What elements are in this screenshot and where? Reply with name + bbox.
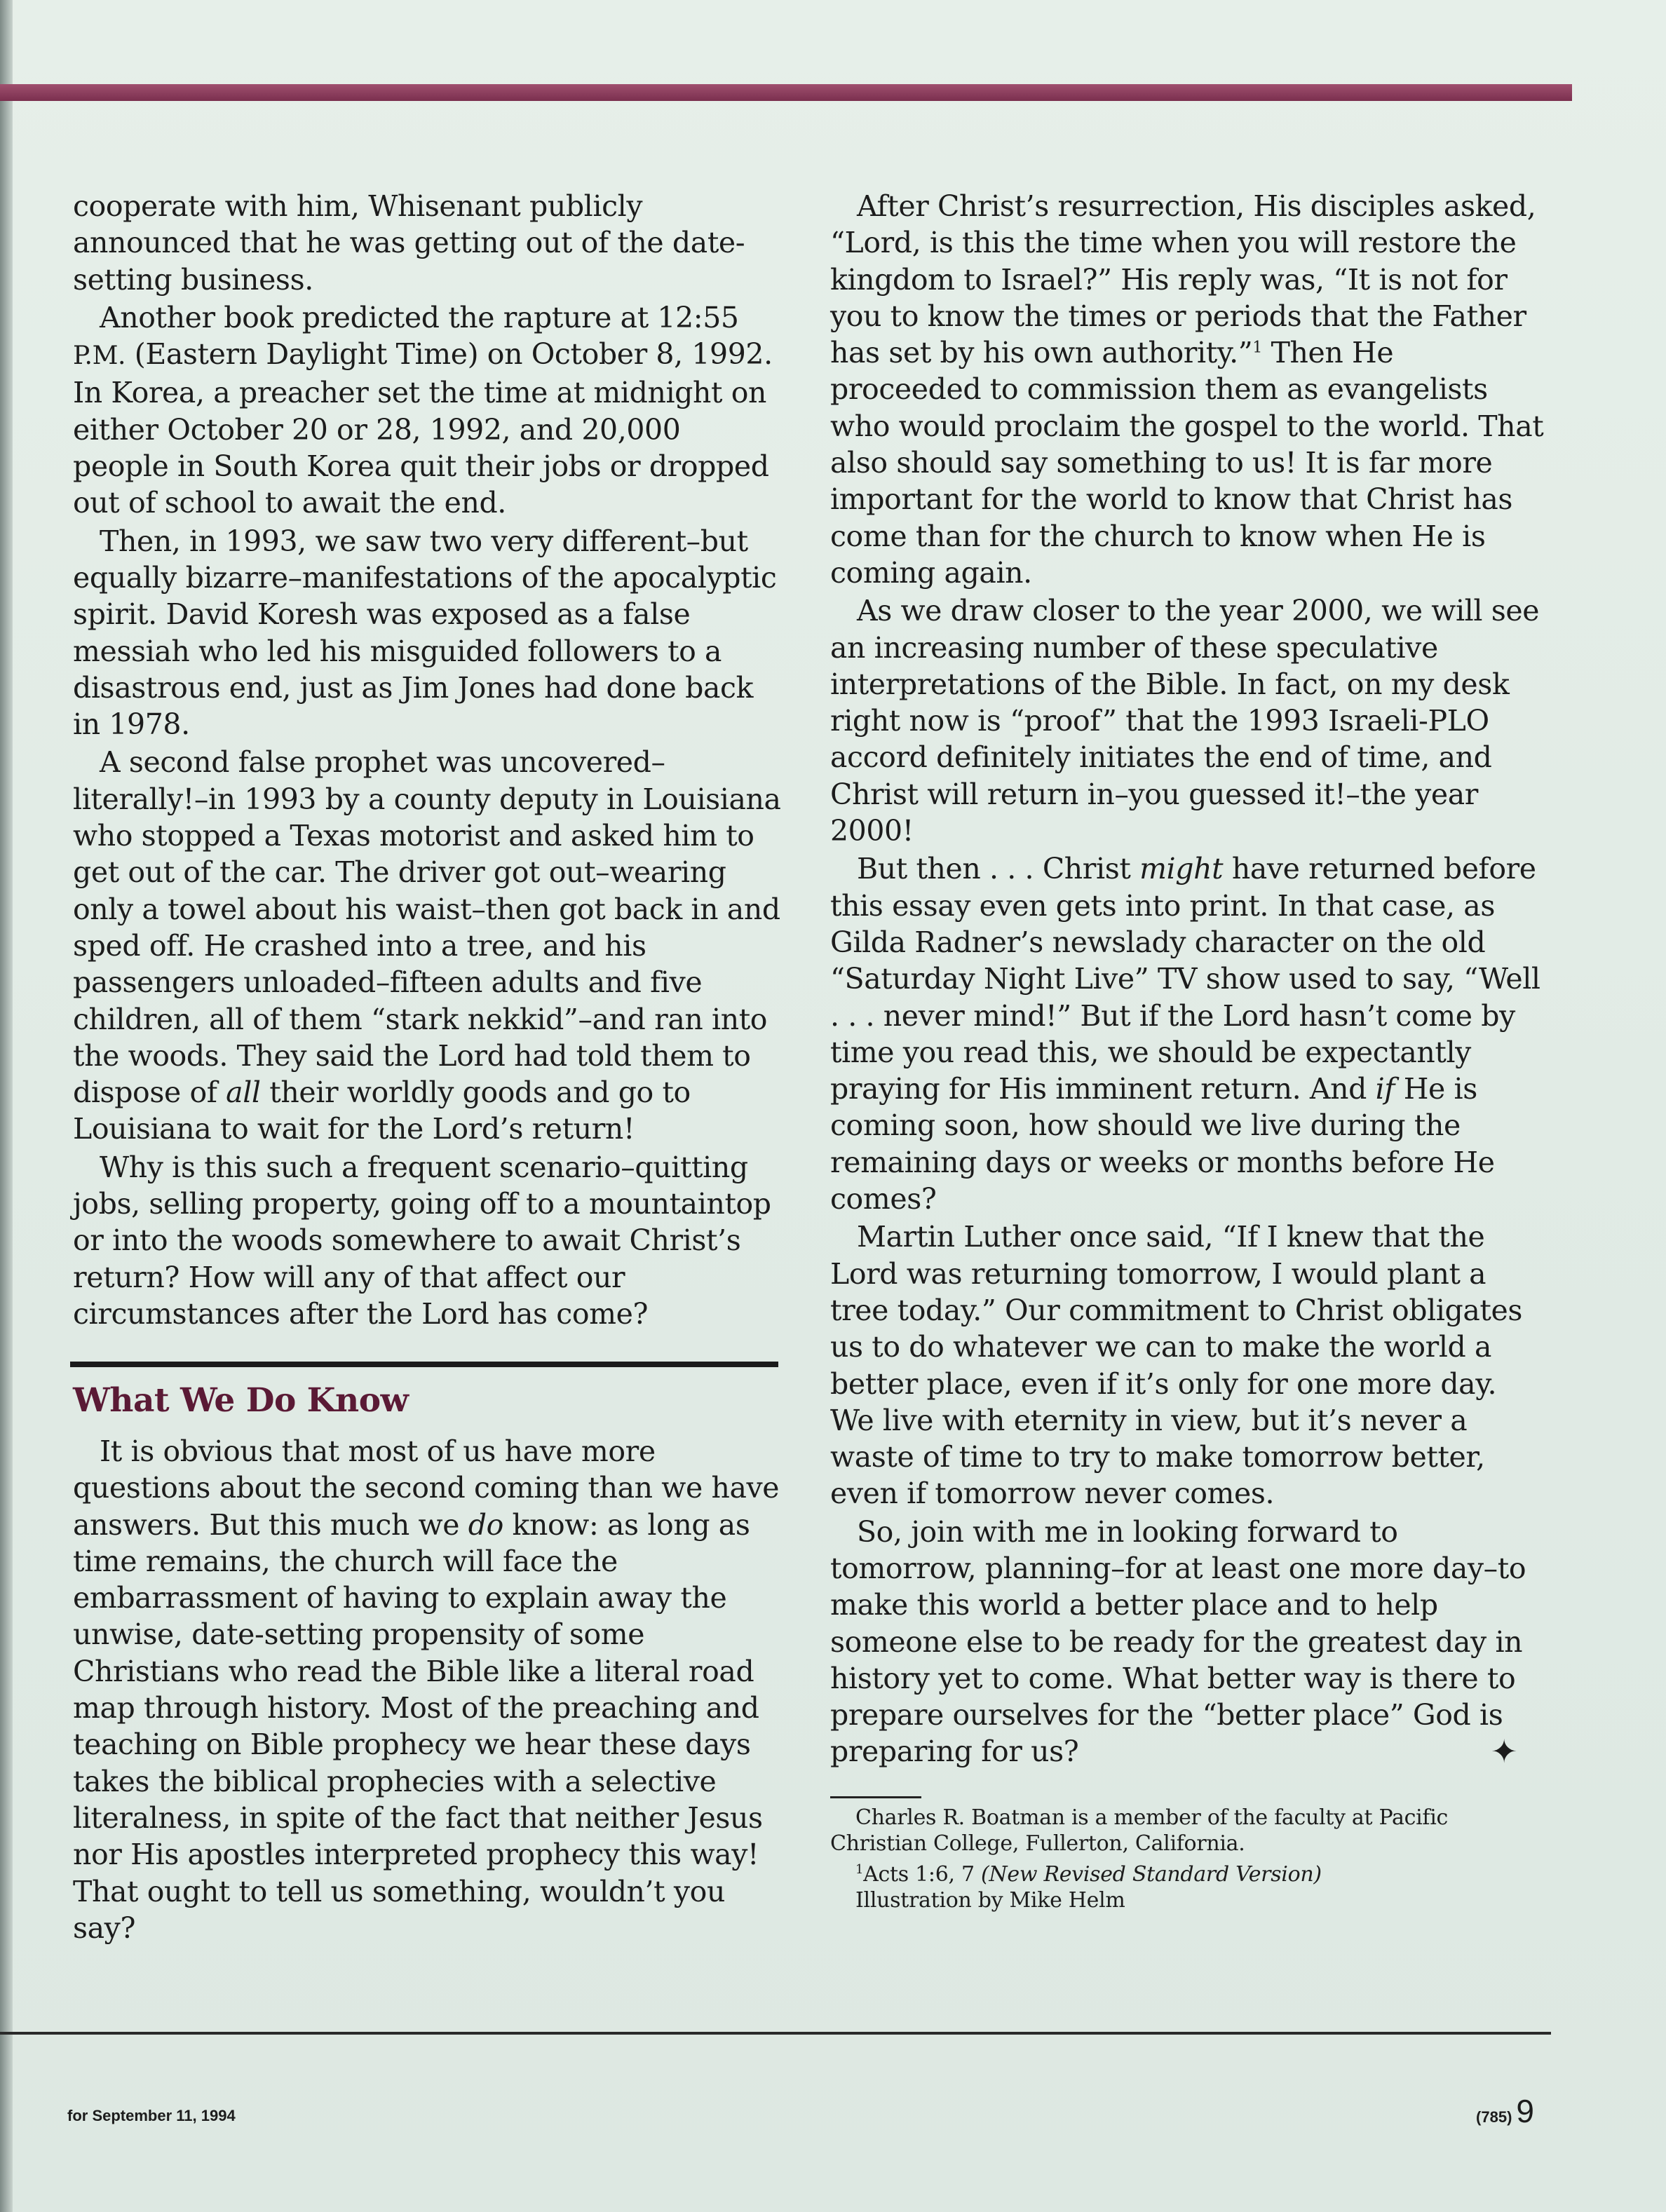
paragraph-text: their worldly goods and go to Louisiana to wait for the Lord’s return!	[73, 1076, 691, 1146]
emphasis: all	[226, 1076, 261, 1110]
left-column-section	[73, 1433, 781, 1948]
paragraph	[73, 744, 781, 1147]
section-heading: What We Do Know	[73, 1381, 409, 1420]
footer-page-info	[1476, 2092, 1534, 2130]
footer-date: for September 11, 1994	[67, 2107, 236, 2124]
page-number: 9	[1516, 2093, 1534, 2129]
time-abbrev: P.M.	[73, 341, 126, 371]
section-divider	[70, 1362, 778, 1367]
page-gutter-shadow	[0, 0, 13, 2212]
emphasis: might	[1139, 852, 1224, 886]
notes-divider	[830, 1796, 921, 1798]
paragraph-text: have returned before this essay even gets into print. In that case, as Gilda Radner’s newslady character on the old “Saturday Night Live” TV show used to say, “Well . . . never mind!” But if the Lord hasn’t come by time you read this, we should be expectantly praying for His imminent return. And	[830, 852, 1540, 1106]
issue-number: (785)	[1476, 2108, 1512, 2126]
emphasis: if	[1375, 1072, 1395, 1106]
paragraph-text: But then . . . Christ	[857, 852, 1131, 886]
paragraph-text: A second false prophet was uncovered–literally!–in 1993 by a county deputy in Louisiana who stopped a Texas motorist and asked him to get out of the car. The driver got out–wearing only a towel about his waist–then got back in and sped off. He crashed into a tree, and his passengers unloaded–fifteen adults and five children, all of them “stark nekkid”–and ran into the woods. They said the Lord had told them to dispose of	[73, 745, 781, 1110]
paragraph-text: Then He proceeded to commission them as evangelists who would proclaim the gospel to the world. That also should say something to us! It is far more important for the world to know that Christ has come than for the church to know when He is coming again.	[830, 336, 1544, 590]
paragraph: Why is this such a frequent scenario–quitting jobs, selling property, going off to a mountaintop or into the woods somewhere to await Christ’s return? How will any of that affect our circumstances after the Lord has come?	[73, 1150, 771, 1331]
paragraph-text: So, join with me in looking forward to tomorrow, planning–for at least one more day–to make this world a better place and to help someone else to be ready for the greatest day in history yet to come. What better way is there to prepare ourselves for the “better place” God is preparing for us?	[830, 1514, 1526, 1769]
emphasis: do	[468, 1507, 503, 1542]
left-column	[73, 188, 781, 1334]
paragraph-text: He is coming soon, how should we live during the remaining days or weeks or months before He comes?	[830, 1072, 1495, 1216]
paragraph	[73, 299, 781, 522]
end-of-article-icon: ✦	[1490, 1732, 1517, 1771]
footnote-number: 1	[855, 1862, 864, 1877]
paragraph-text: know: as long as time remains, the church will face the embarrassment of having to explain away the unwise, date-setting propensity of some Christians who read the Bible like a literal road map through history. Most of the preaching and teaching on Bible prophecy we hear these days takes the biblical prophecies with a selective literalness, in spite of the fact that neither Jesus nor His apostles interpreted prophecy this way! That ought to tell us something, wouldn’t you say?	[73, 1507, 763, 1945]
paragraph-text: (Eastern Daylight Time) on October 8, 1992. In Korea, a preacher set the time at midnight on either October 20 or 28, 1992, and 20,000 people in South Korea quit their jobs or dropped out of school to await the end.	[73, 337, 773, 520]
right-column	[830, 188, 1545, 1772]
author-bio: Charles R. Boatman is a member of the faculty at Pacific Christian College, Fullerton, California.	[830, 1805, 1449, 1856]
illustration-credit: Illustration by Mike Helm	[855, 1888, 1125, 1913]
bottom-rule	[0, 2032, 1551, 2035]
footnote-marker: 1	[1252, 339, 1262, 357]
paragraph	[830, 188, 1545, 591]
footnote	[830, 1857, 1475, 1887]
paragraph: cooperate with him, Whisenant publicly announced that he was getting out of the date-setting business.	[73, 189, 745, 297]
article-notes	[830, 1805, 1475, 1913]
paragraph-text: After Christ’s resurrection, His disciples asked, “Lord, is this the time when you will restore the kingdom to Israel?” His reply was, “It is not for you to know the times or periods that the Father has set by his own authority.”	[830, 189, 1536, 370]
paragraph	[830, 850, 1545, 1217]
paragraph-text: It is obvious that most of us have more questions about the second coming than we have answers. But this much we	[73, 1434, 780, 1542]
footnote-ref: Acts 1:6, 7	[863, 1862, 975, 1887]
top-color-rule	[0, 84, 1572, 101]
paragraph-text: Another book predicted the rapture at 12:55	[100, 300, 739, 334]
paragraph	[830, 1514, 1545, 1770]
paragraph: As we draw closer to the year 2000, we will see an increasing number of these speculative interpretations of the Bible. In fact, on my desk right now is “proof” that the 1993 Israeli-PLO accord definitely initiates the end of time, and Christ will return in–you guessed it!–the year 2000!	[830, 594, 1540, 848]
paragraph	[73, 1433, 781, 1946]
footnote-version: (New Revised Standard Version)	[981, 1862, 1322, 1887]
paragraph: Then, in 1993, we saw two very different–but equally bizarre–manifestations of the apocalyptic spirit. David Koresh was exposed as a false messiah who led his misguided followers to a disastrous end, just as Jim Jones had done back in 1978.	[73, 524, 777, 742]
paragraph: Martin Luther once said, “If I knew that the Lord was returning tomorrow, I would plant a tree today.” Our commitment to Christ obligates us to do whatever we can to make the world a better place, even if it’s only for one more day. We live with eternity in view, but it’s never a waste of time to try to make tomorrow better, even if tomorrow never comes.	[830, 1220, 1522, 1511]
